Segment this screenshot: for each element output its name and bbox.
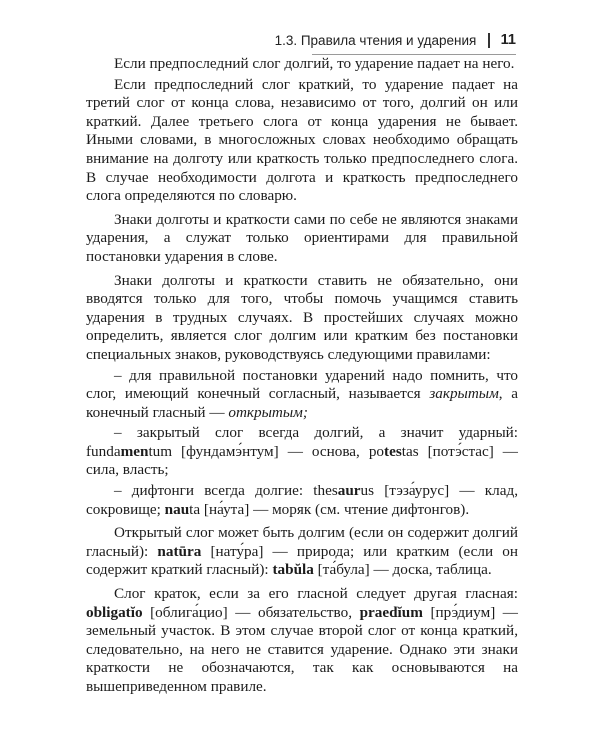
paragraph-penultimate-short: Если предпоследний слог краткий, то ударение падает на третий слог от конца слова, независимо от того, долгий он или краткий. Далее третьего слога от конца ударения не бывает. Иными словами, в многосложных словах необходимо обращать внимание на долготу или краткость только предпоследнего слога. В случае необходимости долгота и краткость предпоследнего слога определяются по словарю. — [86, 75, 518, 205]
term-open: открытым; — [228, 403, 308, 421]
stressed-syllable: men — [120, 442, 149, 460]
term-closed: закрытым — [429, 385, 499, 403]
body-text — [86, 55, 518, 702]
paragraph-penultimate-long: Если предпоследний слог долгий, то ударение падает на него. — [114, 55, 515, 72]
paragraph-marks-optional: Знаки долготы и краткости ставить не обязательно, они вводятся только для того, чтобы помочь учащимся ставить ударения в трудных случаях. В простейших случаях можно определить, является слог долгим или кратким без постановки специальных знаков, руководствуясь следующими правилами: — [86, 271, 518, 363]
stressed-syllable: aur — [337, 482, 361, 500]
rule-closed-syllable-long: – закрытый слог всегда долгий, а значит ударный: fundamentum [фундамэ́нтум] — основа, potestas [потэ́стас] — сила, власть; — [86, 424, 518, 479]
page-number: 11 — [500, 32, 516, 48]
paragraph-open-syllable: Открытый слог может быть долгим (если он содержит долгий гласный): natūra [нату́ра] — природа; или кратким (если он содержит краткий гласный): tabŭla [та́була] — доска, таблица. — [86, 524, 518, 579]
latin-example: obligatĭo — [86, 603, 143, 621]
latin-example: tabŭla — [272, 561, 314, 579]
paragraph-marks-not-stress: Знаки долготы и краткости сами по себе не являются знаками ударения, а служат только ориентирами для правильной постановки ударения в слове. — [86, 210, 518, 265]
section-title: 1.3. Правила чтения и ударения — [274, 32, 477, 48]
header-separator — [488, 33, 489, 48]
latin-example: praedĭum — [359, 603, 423, 621]
stressed-syllable: tes — [384, 442, 402, 460]
rule-diphthongs-long: – дифтонги всегда долгие: thesaurus [тэза́урус] — клад, сокровище; nauta [на́ута] — моряк (см. чтение дифтонгов). — [86, 482, 518, 518]
rule-closed-open-syllable: – для правильной постановки ударений надо помнить, что слог, имеющий конечный согласный, называется закрытым, а конечный гласный — открытым; — [86, 366, 518, 421]
running-header — [275, 32, 516, 48]
stressed-syllable: nau — [164, 500, 190, 518]
paragraph-short-before-vowel: Слог краток, если за его гласной следует другая гласная: obligatĭo [облига́цио] — обязательство, praedĭum [прэ́диум] — земельный участок. В этом случае второй слог от конца краткий, следовательно, на него не ставится ударение. Однако эти знаки краткости не обозначаются, так как основываются на вышеприведенном правиле. — [86, 585, 518, 695]
latin-example: natūra — [157, 542, 202, 560]
